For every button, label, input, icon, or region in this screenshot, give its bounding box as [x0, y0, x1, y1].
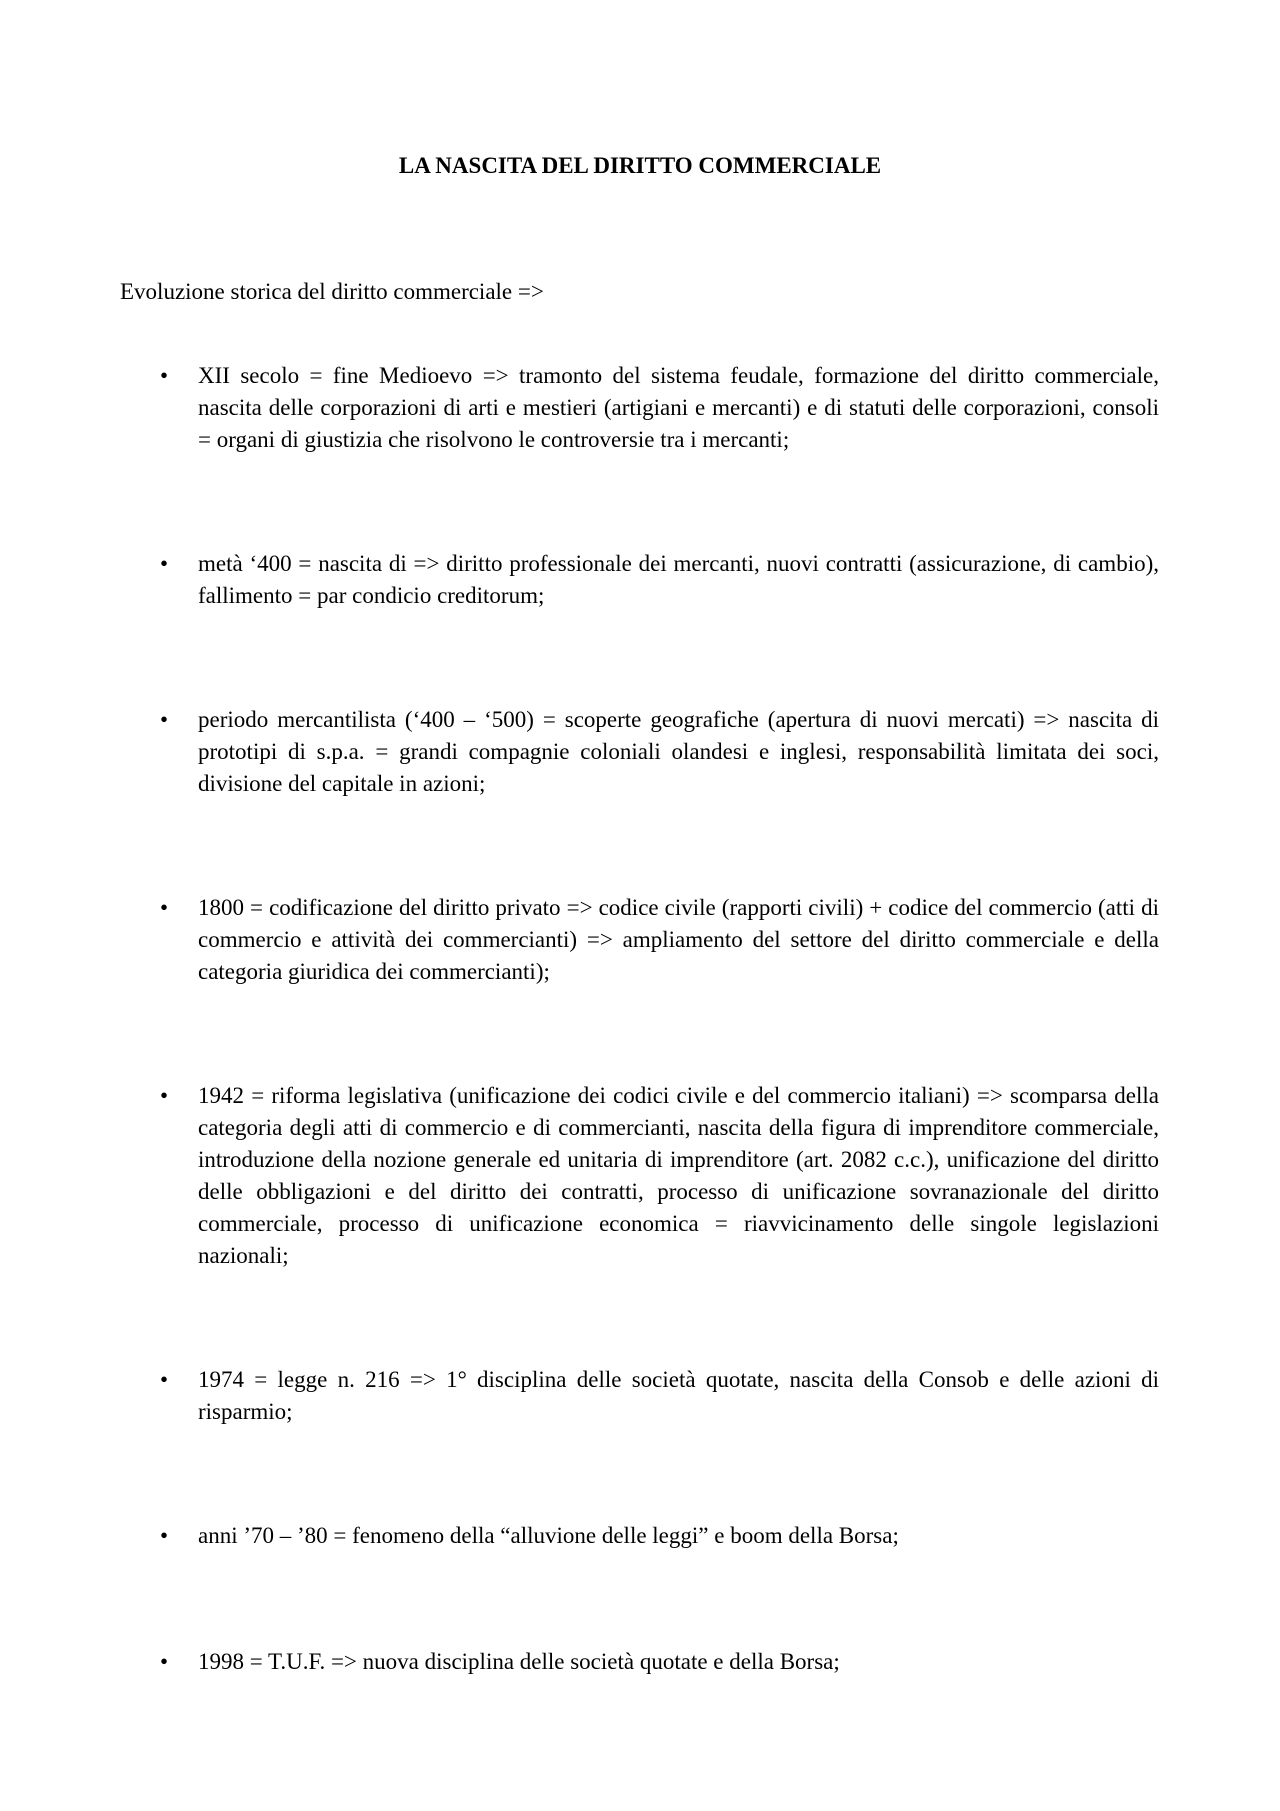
bullet-icon: • [160, 1083, 169, 1108]
intro-paragraph: Evoluzione storica del diritto commerciale => [120, 279, 544, 304]
list-item [160, 360, 1160, 456]
list-item [160, 1080, 1160, 1272]
bullet-icon: • [160, 895, 169, 920]
list-item [160, 1364, 1160, 1428]
page-title: LA NASCITA DEL DIRITTO COMMERCIALE [398, 153, 882, 178]
bullet-icon: • [160, 707, 169, 732]
list-item-text: 1800 = codificazione del diritto privato => codice civile (rapporti civili) + codice del commercio (atti di commercio e attività dei commercianti) => ampliamento del settore del diritto commerciale e della categoria giuridica dei commercianti); [198, 895, 1159, 984]
list-item [160, 892, 1160, 988]
list-item-text: anni ’70 – ’80 = fenomeno della “alluvione delle leggi” e boom della Borsa; [198, 1523, 899, 1548]
list-item [160, 704, 1160, 800]
bullet-icon: • [160, 363, 169, 388]
list-item-text: 1974 = legge n. 216 => 1° disciplina delle società quotate, nascita della Consob e delle azioni di risparmio; [198, 1367, 1159, 1424]
list-item [160, 1520, 1160, 1552]
bullet-icon: • [160, 1523, 169, 1548]
list-item [160, 548, 1160, 612]
list-item-text: 1942 = riforma legislativa (unificazione dei codici civile e del commercio italiani) => scomparsa della categoria degli atti di commercio e di commercianti, nascita della figura di imprenditore commerciale, introduzione della nozione generale ed unitaria di imprenditore (art. 2082 c.c.), unificazione del diritto delle obbligazioni e del diritto dei contratti, processo di unificazione sovranazionale del diritto commerciale, processo di unificazione economica = riavvicinamento delle singole legislazioni nazionali; [198, 1083, 1159, 1268]
bullet-icon: • [160, 1649, 169, 1674]
bullet-icon: • [160, 551, 169, 576]
list-item-text: metà ‘400 = nascita di => diritto professionale dei mercanti, nuovi contratti (assicurazione, di cambio), fallimento = par condicio creditorum; [198, 551, 1159, 608]
bullet-icon: • [160, 1367, 169, 1392]
list-item-text: XII secolo = fine Medioevo => tramonto del sistema feudale, formazione del diritto commerciale, nascita delle corporazioni di arti e mestieri (artigiani e mercanti) e di statuti delle corporazioni, consoli = organi di giustizia che risolvono le controversie tra i mercanti; [198, 363, 1159, 452]
list-item [160, 1646, 1160, 1678]
list-item-text: periodo mercantilista (‘400 – ‘500) = scoperte geografiche (apertura di nuovi mercati) => nascita di prototipi di s.p.a. = grandi compagnie coloniali olandesi e inglesi, responsabilità limitata dei soci, divisione del capitale in azioni; [198, 707, 1159, 796]
list-item-text: 1998 = T.U.F. => nuova disciplina delle società quotate e della Borsa; [198, 1649, 840, 1674]
